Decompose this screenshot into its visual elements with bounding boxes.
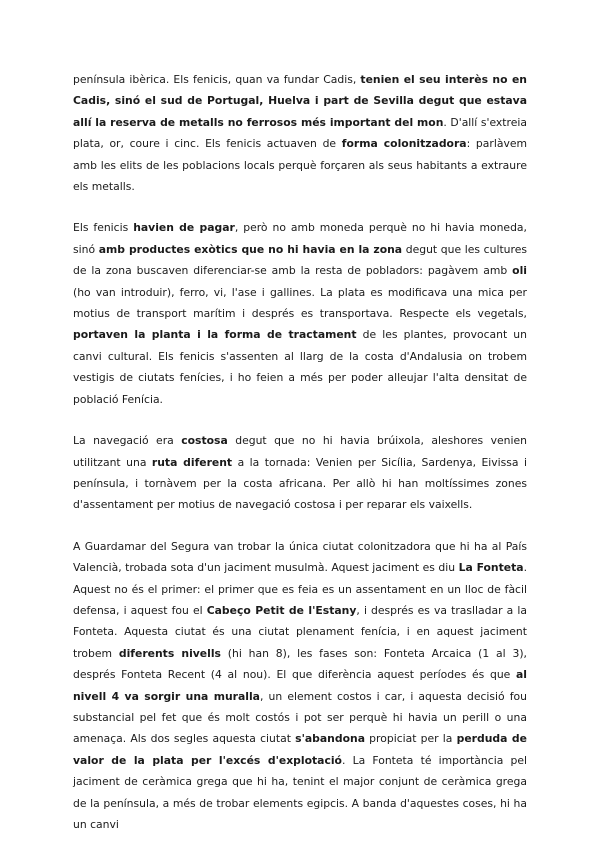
text-run: , però no amb moneda perquè no hi havia moneda, sinó bbox=[73, 221, 527, 256]
bold-run: oli bbox=[512, 264, 527, 278]
text-run: de les plantes, provocant un canvi cultural. Els fenicis s'assenten al llarg de la costa d'Andalusia on trobem vestigis de ciutats fenícies, i ho feien a més per poder alleujar l'alta densitat de població Fenícia. bbox=[73, 328, 527, 406]
bold-run: La Fonteta bbox=[458, 561, 524, 575]
bold-run: forma colonitzadora bbox=[341, 137, 467, 151]
text-run: . Aquest no és el primer: el primer que es feia es un assentament en un lloc de fàcil defensa, i aquest fou el bbox=[73, 561, 527, 617]
paragraph-navigation bbox=[73, 430, 527, 516]
bold-run: s'abandona bbox=[295, 732, 365, 746]
bold-run: tenien el seu interès no en Cadis, sinó el sud de Portugal, Huelva i part de Sevilla degut que estava allí la reserva de metalls no ferrosos més important del mon bbox=[73, 73, 527, 129]
text-run: península ibèrica. Els fenicis, quan va fundar Cadis, bbox=[73, 73, 361, 86]
text-run: , un element costos i car, i aquesta decisió fou substancial pel fet que és molt costós i pot ser perquè hi havia un perill o una amenaça. Als dos segles aquesta ciutat bbox=[73, 689, 527, 746]
bold-run: al nivell 4 va sorgir una muralla bbox=[73, 668, 527, 703]
text-run: (hi han 8), les fases son: Fonteta Arcaica (1 al 3), després Fonteta Recent (4 al nou). El que diferència aquest períodes és que bbox=[73, 646, 527, 682]
bold-run: Cabeço Petit de l'Estany bbox=[206, 603, 357, 617]
text-run: degut que les cultures de la zona buscaven diferenciar-se amb la resta de pobladors: pagàvem amb bbox=[73, 242, 527, 278]
bold-run: costosa bbox=[181, 434, 228, 448]
bold-run: amb productes exòtics que no hi havia en la zona bbox=[98, 242, 403, 256]
text-run: (ho van introduir), ferro, vi, l'ase i gallines. La plata es modificava una mica per motius de transport marítim i després es transportava. Respecte els vegetals, bbox=[73, 285, 527, 321]
text-run: propiciat per la bbox=[364, 732, 457, 746]
text-run: A Guardamar del Segura van trobar la única ciutat colonitzadora que hi ha al País Valencià, trobada sota d'un jaciment musulmà. Aquest jaciment es diu bbox=[73, 539, 527, 575]
bold-run: ruta diferent bbox=[151, 455, 233, 469]
bold-run: diferents nivells bbox=[118, 646, 221, 660]
text-run: a la tornada: Venien per Sicília, Sardenya, Eivissa i península, i tornàvem per la costa africana. Per allò hi han moltíssimes zones d'assentament per motius de navegació costosa i per reparar els vaixells. bbox=[73, 455, 528, 512]
paragraph-payment bbox=[73, 217, 527, 410]
text-run: Els fenicis bbox=[73, 221, 134, 235]
paragraph-la-fonteta bbox=[73, 536, 527, 836]
paragraph-phoenician-interest bbox=[73, 69, 527, 197]
bold-run: perduda de valor de la plata per l'excés d'explotació bbox=[73, 732, 527, 767]
text-run: . D'allí s'extreia plata, or, coure i cinc. Els fenicis actuaven de bbox=[73, 115, 527, 151]
text-run: . La Fonteta té importància pel jaciment de ceràmica grega que hi ha, tenint el major conjunt de ceràmica grega de la península, a més de trobar elements egipcis. A banda d'aquestes coses, hi ha un canvi bbox=[73, 753, 527, 831]
bold-run: havien de pagar bbox=[133, 221, 235, 235]
bold-run: portaven la planta i la forma de tractament bbox=[73, 328, 357, 342]
text-run: La navegació era bbox=[73, 434, 182, 448]
text-run: , i després es va traslladar a la Fonteta. Aquesta ciutat és una ciutat plenament fenícia, i en aquest jaciment trobem bbox=[73, 603, 527, 660]
text-run: degut que no hi havia brúixola, aleshores venien utilitzant una bbox=[73, 434, 527, 469]
text-run: : parlàvem amb les elits de les poblacions locals perquè forçaren als seus habitants a extraure els metalls. bbox=[73, 137, 528, 194]
